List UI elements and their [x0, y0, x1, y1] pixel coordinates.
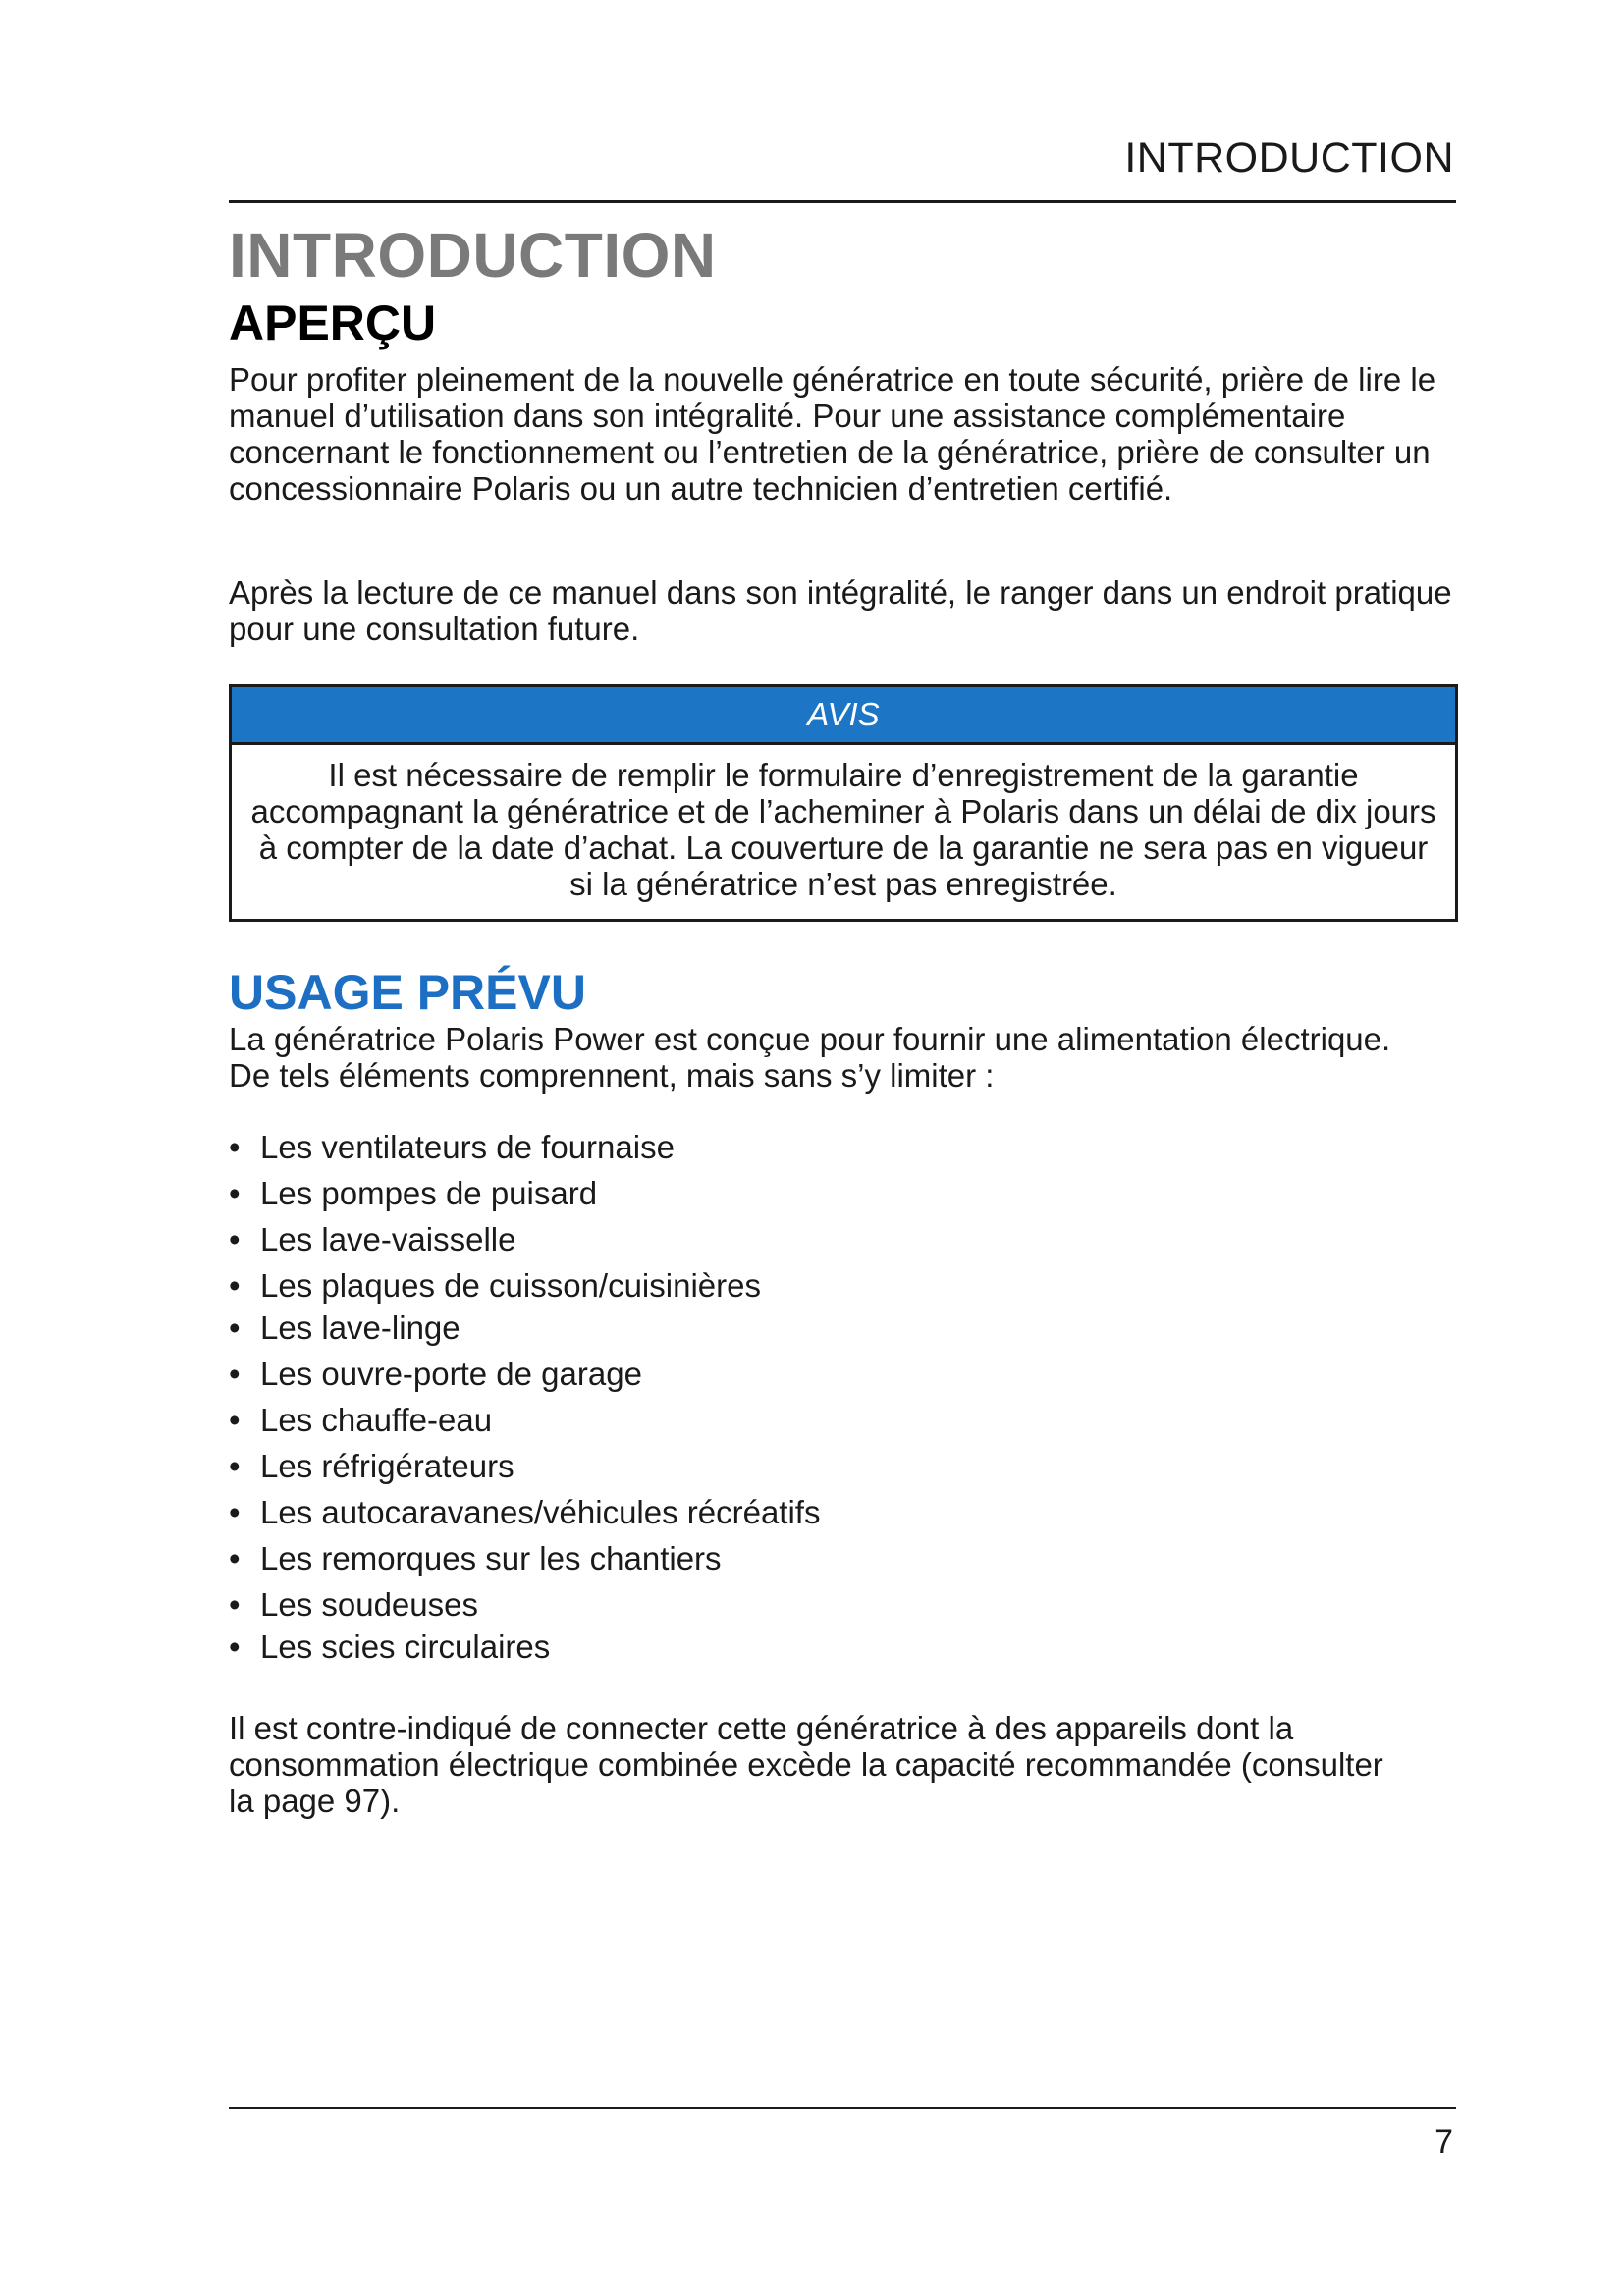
usage-intro: La génératrice Polaris Power est conçue pour fournir une alimentation électrique. De tels éléments comprennent, mais sans s’y limiter :: [229, 1021, 1391, 1094]
bullet-icon: •: [229, 1494, 241, 1530]
bullet-icon: •: [229, 1309, 241, 1346]
notice-label: AVIS: [232, 687, 1455, 745]
bullet-icon: •: [229, 1175, 241, 1211]
page-number: 7: [1435, 2123, 1453, 2161]
list-item: [229, 1629, 550, 1665]
list-item: [229, 1309, 460, 1346]
list-item: [229, 1448, 514, 1484]
list-item-text: Les lave-linge: [260, 1309, 460, 1346]
list-item: [229, 1494, 820, 1530]
list-item-text: Les ventilateurs de fournaise: [260, 1129, 675, 1165]
list-item: [229, 1221, 515, 1257]
list-item-text: Les réfrigérateurs: [260, 1448, 514, 1484]
section-title-usage: USAGE PRÉVU: [229, 965, 586, 1020]
bullet-icon: •: [229, 1586, 241, 1623]
list-item-text: Les pompes de puisard: [260, 1175, 598, 1211]
header-rule: [229, 200, 1456, 203]
bullet-icon: •: [229, 1402, 241, 1438]
bullet-icon: •: [229, 1129, 241, 1165]
bullet-icon: •: [229, 1448, 241, 1484]
apercu-paragraph-2: Après la lecture de ce manuel dans son intégralité, le ranger dans un endroit pratique pour une consultation future.: [229, 574, 1452, 647]
bullet-icon: •: [229, 1540, 241, 1576]
apercu-paragraph-1: Pour profiter pleinement de la nouvelle génératrice en toute sécurité, prière de lire le manuel d’utilisation dans son intégralité. Pour une assistance complémentaire concernant le fonctionnement ou l’entretien de la génératrice, prière de consulter un concessionnaire Polaris ou un autre technicien d’entretien certifié.: [229, 361, 1436, 507]
list-item: [229, 1586, 478, 1623]
notice-text: Il est nécessaire de remplir le formulaire d’enregistrement de la garantie accompagnant la génératrice et de l’acheminer à Polaris dans un délai de dix jours à compter de la date d’achat. La couverture de la garantie ne sera pas en vigueur si la génératrice n’est pas enregistrée.: [250, 757, 1436, 902]
list-item-text: Les scies circulaires: [260, 1629, 551, 1665]
list-item-text: Les autocaravanes/véhicules récréatifs: [260, 1494, 821, 1530]
bullet-icon: •: [229, 1629, 241, 1665]
section-title-apercu: APERÇU: [229, 295, 437, 350]
notice-box: [229, 684, 1458, 922]
bullet-icon: •: [229, 1267, 241, 1304]
list-item-text: Les chauffe-eau: [260, 1402, 493, 1438]
list-item: [229, 1402, 492, 1438]
footer-rule: [229, 2107, 1456, 2109]
list-item: [229, 1267, 761, 1304]
list-item-text: Les lave-vaisselle: [260, 1221, 516, 1257]
bullet-icon: •: [229, 1221, 241, 1257]
list-item: [229, 1175, 597, 1211]
chapter-title: INTRODUCTION: [229, 220, 717, 291]
list-item-text: Les soudeuses: [260, 1586, 478, 1623]
bullet-icon: •: [229, 1356, 241, 1392]
list-item-text: Les remorques sur les chantiers: [260, 1540, 722, 1576]
list-item-text: Les plaques de cuisson/cuisinières: [260, 1267, 761, 1304]
list-item: [229, 1356, 642, 1392]
running-head: INTRODUCTION: [1124, 134, 1454, 182]
usage-closing: Il est contre-indiqué de connecter cette génératrice à des appareils dont la consommation électrique combinée excède la capacité recommandée (consulter la page 97).: [229, 1710, 1383, 1819]
list-item: [229, 1129, 675, 1165]
list-item-text: Les ouvre-porte de garage: [260, 1356, 642, 1392]
list-item: [229, 1540, 722, 1576]
